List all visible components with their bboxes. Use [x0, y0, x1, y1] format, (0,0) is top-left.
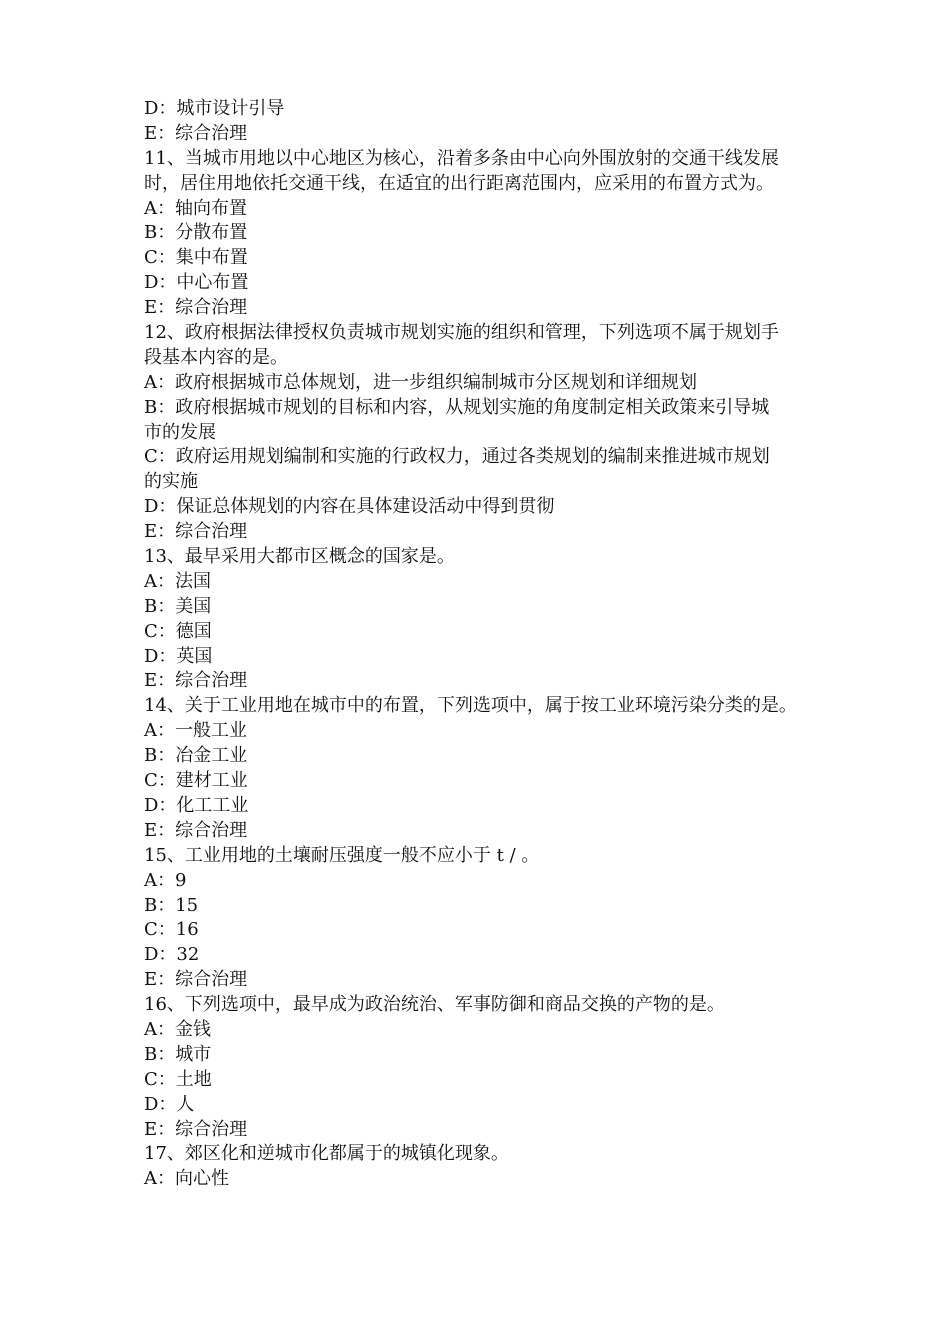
text-line: C：土地 [144, 1068, 212, 1090]
text-line: B：冶金工业 [144, 745, 248, 767]
text-line: 14、关于工业用地在城市中的布置，下列选项中，属于按工业环境污染分类的是。 [144, 695, 797, 717]
text-line: A：9 [144, 869, 187, 891]
text-line: B：城市 [144, 1043, 212, 1065]
text-line: 17、郊区化和逆城市化都属于的城镇化现象。 [144, 1143, 509, 1165]
text-line: 13、最早采用大都市区概念的国家是。 [144, 546, 455, 568]
text-line: 的实施 [144, 471, 198, 493]
text-line: C：政府运用规划编制和实施的行政权力，通过各类规划的编制来推进城市规划 [144, 446, 770, 468]
text-line: 12、政府根据法律授权负责城市规划实施的组织和管理，下列选项不属于规划手 [144, 322, 779, 344]
text-line: 16、下列选项中，最早成为政治统治、军事防御和商品交换的产物的是。 [144, 994, 725, 1016]
text-line: D：城市设计引导 [144, 98, 285, 119]
text-line: D：中心布置 [144, 272, 249, 294]
document-page [144, 97, 809, 1192]
text-line: E：综合治理 [144, 1118, 248, 1140]
text-line: A：一般工业 [144, 720, 247, 742]
text-line: 时，居住用地依托交通干线，在适宜的出行距离范围内，应采用的布置方式为。 [144, 172, 774, 194]
text-line: E：综合治理 [144, 521, 248, 543]
text-line: 市的发展 [144, 421, 216, 443]
text-line: D：人 [144, 1093, 195, 1115]
text-line: D：保证总体规划的内容在具体建设活动中得到贯彻 [144, 496, 555, 518]
text-line: A：法国 [144, 570, 211, 592]
text-line: B：美国 [144, 595, 212, 617]
text-line: 11、当城市用地以中心地区为核心，沿着多条由中心向外围放射的交通干线发展 [144, 147, 779, 169]
text-line: E：综合治理 [144, 969, 248, 991]
text-line: C：集中布置 [144, 247, 248, 269]
text-line: E：综合治理 [144, 670, 248, 692]
text-line: 15、工业用地的土壤耐压强度一般不应小于 t / 。 [144, 844, 540, 866]
text-line: A：金钱 [144, 1018, 211, 1040]
text-line: A：轴向布置 [144, 197, 247, 219]
text-line: A：向心性 [144, 1168, 229, 1190]
text-line: E：综合治理 [144, 819, 248, 841]
text-line: C：建材工业 [144, 770, 248, 792]
text-line: E：综合治理 [144, 297, 248, 319]
text-line: 段基本内容的是。 [144, 346, 288, 368]
text-line: C：德国 [144, 620, 212, 642]
text-line: A：政府根据城市总体规划，进一步组织编制城市分区规划和详细规划 [144, 371, 697, 393]
text-line: D：32 [144, 944, 200, 966]
text-line: C：16 [144, 919, 199, 941]
text-line: D：英国 [144, 645, 213, 667]
text-line: B：分散布置 [144, 222, 248, 244]
text-line: D：化工工业 [144, 794, 249, 816]
text-line: B：政府根据城市规划的目标和内容，从规划实施的角度制定相关政策来引导城 [144, 396, 770, 418]
text-line: B：15 [144, 894, 199, 916]
text-line: E：综合治理 [144, 122, 248, 144]
